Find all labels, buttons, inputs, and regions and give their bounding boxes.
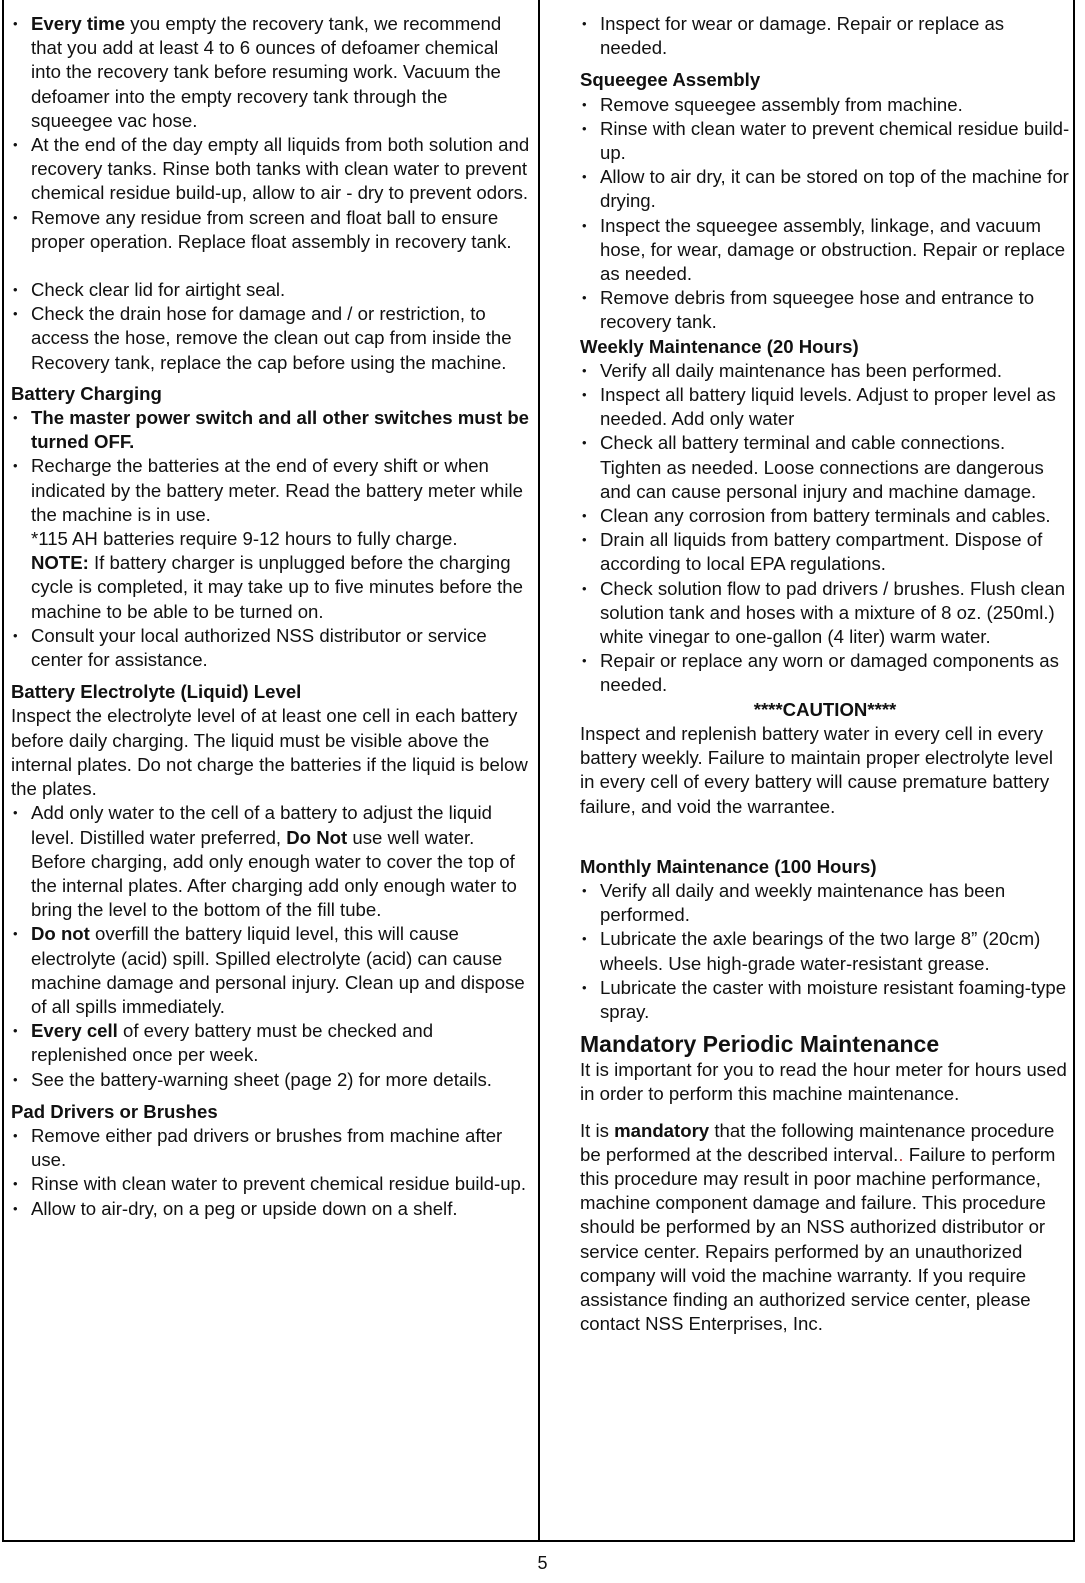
page-number: 5 bbox=[537, 1553, 548, 1573]
list-item: • Remove debris from squeegee hose and entrance to recovery tank. bbox=[580, 286, 1070, 334]
recovery-tank-list bbox=[11, 12, 531, 375]
electrolyte-intro: Inspect the electrolyte level of at least one cell in each battery before daily charging. The liquid must be visible above the internal plates. Do not charge the batteries if the liquid is below the plates. bbox=[11, 705, 528, 800]
caution-text: Inspect and replenish battery water in every cell in every battery weekly. Failure to maintain proper electrolyte level in every cell of every battery will cause premature battery failure, and void the warrantee. bbox=[580, 722, 1053, 817]
battery-charging-list bbox=[11, 406, 531, 672]
monthly-list bbox=[580, 879, 1070, 1024]
pad-drivers-list bbox=[11, 1124, 531, 1221]
battery-charging-heading: Battery Charging bbox=[11, 382, 162, 404]
right-column bbox=[580, 12, 1070, 1336]
squeegee-list bbox=[580, 93, 1070, 335]
pad-drivers-heading: Pad Drivers or Brushes bbox=[11, 1100, 218, 1122]
list-item: • Recharge the batteries at the end of every shift or when indicated by the battery meter. Read the battery meter while the machine is in use. *115 AH batteries require 9-12 hours to fully charge. NOTE: If battery charger is unplugged before the charging cycle is completed, it may take up to five minutes before the machine to be able to be turned on. bbox=[11, 454, 531, 623]
mandatory-heading: Mandatory Periodic Maintenance bbox=[580, 1031, 940, 1058]
list-item: • Add only water to the cell of a battery to adjust the liquid level. Distilled water preferred, Do Not use well water. Before charging, add only enough water to cover the top of the internal plates. After charging add only enough water to bring the level to the bottom of the fill tube. bbox=[11, 801, 531, 922]
list-item: • Rinse with clean water to prevent chemical residue build-up. bbox=[580, 117, 1070, 165]
list-item: • Verify all daily maintenance has been performed. bbox=[580, 359, 1070, 383]
list-item: • Every cell of every battery must be checked and replenished once per week. bbox=[11, 1019, 531, 1067]
list-item: • Check the drain hose for damage and / or restriction, to access the hose, remove the clean out cap from inside the Recovery tank, replace the cap before using the machine. bbox=[11, 302, 531, 375]
weekly-list bbox=[580, 359, 1070, 698]
mandatory-intro: It is important for you to read the hour meter for hours used in order to perform this machine maintenance. bbox=[580, 1059, 1067, 1105]
list-item: • Do not overfill the battery liquid level, this will cause electrolyte (acid) spill. Spilled electrolyte (acid) can cause machine damage and personal injury. Clean up and dispose of all spills immediately. bbox=[11, 922, 531, 1019]
list-item: • Verify all daily and weekly maintenance has been performed. bbox=[580, 879, 1070, 927]
list-item: • Consult your local authorized NSS distributor or service center for assistance. bbox=[11, 624, 531, 672]
list-item: • Inspect for wear or damage. Repair or replace as needed. bbox=[580, 12, 1070, 60]
list-item: • Inspect all battery liquid levels. Adjust to proper level as needed. Add only water bbox=[580, 383, 1070, 431]
list-item: • Allow to air-dry, on a peg or upside down on a shelf. bbox=[11, 1197, 531, 1221]
caution-title: ****CAUTION**** bbox=[753, 698, 897, 720]
list-item: • Rinse with clean water to prevent chemical residue build-up. bbox=[11, 1172, 531, 1196]
list-item: • Check solution flow to pad drivers / brushes. Flush clean solution tank and hoses with a mixture of 8 oz. (250ml.) white vinegar to one-gallon (4 liter) warm water. bbox=[580, 577, 1070, 650]
list-item: • Remove squeegee assembly from machine. bbox=[580, 93, 1070, 117]
list-item: • Check all battery terminal and cable connections. Tighten as needed. Loose connections are dangerous and can cause personal injury and machine damage. bbox=[580, 431, 1070, 504]
list-item: • Lubricate the caster with moisture resistant foaming-type spray. bbox=[580, 976, 1070, 1024]
list-item: • Allow to air dry, it can be stored on top of the machine for drying. bbox=[580, 165, 1070, 213]
list-item: • Remove either pad drivers or brushes from machine after use. bbox=[11, 1124, 531, 1172]
list-item: • Remove any residue from screen and float ball to ensure proper operation. Replace float assembly in recovery tank. bbox=[11, 206, 531, 254]
list-item: • Clean any corrosion from battery terminals and cables. bbox=[580, 504, 1070, 528]
weekly-heading: Weekly Maintenance (20 Hours) bbox=[580, 335, 859, 357]
electrolyte-list bbox=[11, 801, 531, 1091]
list-item: • The master power switch and all other switches must be turned OFF. bbox=[11, 406, 531, 454]
left-column bbox=[11, 12, 531, 1221]
list-item: • Repair or replace any worn or damaged components as needed. bbox=[580, 649, 1070, 697]
monthly-heading: Monthly Maintenance (100 Hours) bbox=[580, 855, 877, 877]
list-item: • Check clear lid for airtight seal. bbox=[11, 278, 531, 302]
list-item: • Lubricate the axle bearings of the two large 8” (20cm) wheels. Use high-grade water-resistant grease. bbox=[580, 927, 1070, 975]
list-item: • At the end of the day empty all liquids from both solution and recovery tanks. Rinse both tanks with clean water to prevent chemical residue build-up, allow to air - dry to prevent odors. bbox=[11, 133, 531, 206]
list-item: • Every time you empty the recovery tank, we recommend that you add at least 4 to 6 ounces of defoamer chemical into the recovery tank before resuming work. Vacuum the defoamer into the empty recovery tank through the squeegee vac hose. bbox=[11, 12, 531, 133]
mandatory-body: It is mandatory that the following maintenance procedure be performed at the described interval.. Failure to perform this procedure may result in poor machine performance, machine component damage and failure. This procedure should be performed by an NSS authorized distributor or service center. Repairs performed by an unauthorized company will void the machine warranty. If you require assistance finding an authorized service center, please contact NSS Enterprises, Inc. bbox=[580, 1119, 1056, 1335]
list-item: • Inspect the squeegee assembly, linkage, and vacuum hose, for wear, damage or obstruction. Repair or replace as needed. bbox=[580, 214, 1070, 287]
inspect-list bbox=[580, 12, 1070, 60]
electrolyte-heading: Battery Electrolyte (Liquid) Level bbox=[11, 681, 302, 703]
list-item: • Drain all liquids from battery compartment. Dispose of according to local EPA regulations. bbox=[580, 528, 1070, 576]
list-item: • See the battery-warning sheet (page 2) for more details. bbox=[11, 1068, 531, 1092]
squeegee-heading: Squeegee Assembly bbox=[580, 69, 761, 91]
column-divider bbox=[538, 0, 540, 1540]
